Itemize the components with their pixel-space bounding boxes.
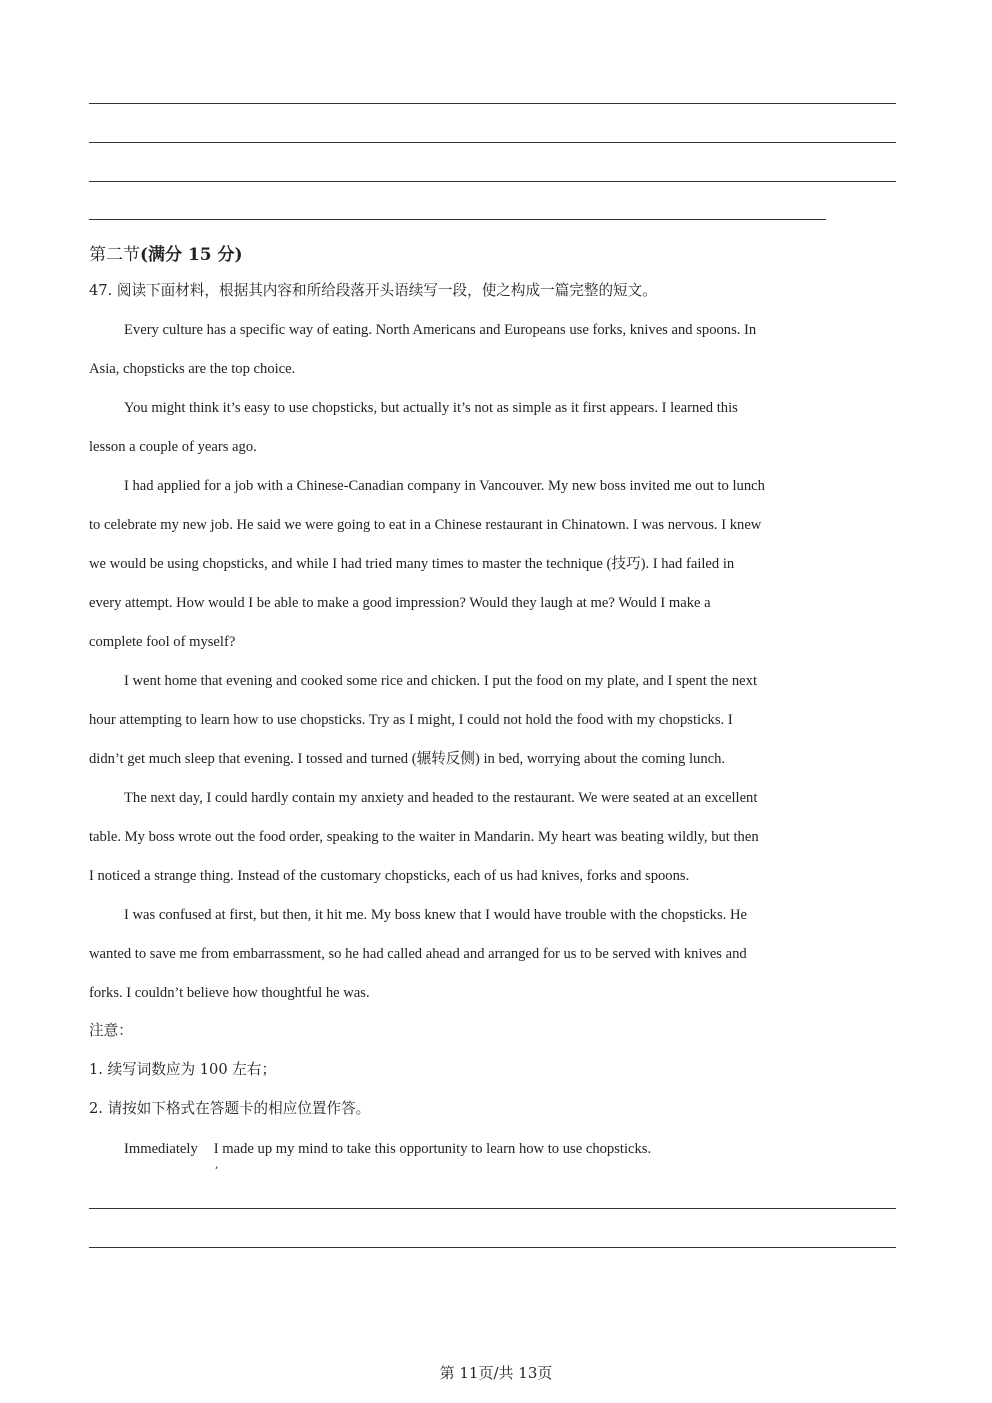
notes-item: 2. 请按如下格式在答题卡的相应位置作答。 <box>89 1100 371 1117</box>
starter-rest: I made up my mind to take this opportunity to learn how to use chopsticks. <box>213 1141 652 1157</box>
answer-line[interactable] <box>89 181 896 182</box>
passage-line: every attempt. How would I be able to make a good impression? Would they laugh at me? Would I make a <box>89 595 711 611</box>
answer-line[interactable] <box>89 142 896 143</box>
answer-line[interactable] <box>89 103 896 104</box>
answer-line[interactable] <box>89 1247 896 1248</box>
passage-line: I went home that evening and cooked some rice and chicken. I put the food on my plate, and I spent the next <box>124 673 758 689</box>
starter-comma: , <box>215 1158 219 1171</box>
answer-line[interactable] <box>89 1208 896 1209</box>
passage-line: I had applied for a job with a Chinese-Canadian company in Vancouver. My new boss invited me out to lunch <box>124 478 765 494</box>
section-heading-score: (满分 15 分) <box>140 245 243 265</box>
passage-line: wanted to save me from embarrassment, so he had called ahead and arranged for us to be served with knives and <box>89 946 747 962</box>
continuation-starter <box>124 1139 899 1159</box>
passage-line: we would be using chopsticks, and while I had tried many times to master the technique (技巧). I had failed in <box>89 556 735 572</box>
passage-line: table. My boss wrote out the food order, speaking to the waiter in Mandarin. My heart was beating wildly, but then <box>89 829 759 845</box>
section-heading-prefix: 第二节 <box>89 245 140 265</box>
answer-line[interactable] <box>89 219 826 220</box>
passage-line: to celebrate my new job. He said we were going to eat in a Chinese restaurant in Chinatown. I was nervous. I knew <box>89 517 762 533</box>
passage-line: I noticed a strange thing. Instead of the customary chopsticks, each of us had knives, forks and spoons. <box>89 868 690 884</box>
passage-line: didn’t get much sleep that evening. I tossed and turned (辗转反侧) in bed, worrying about the coming lunch. <box>89 751 726 767</box>
passage-line: forks. I couldn’t believe how thoughtful he was. <box>89 985 370 1001</box>
question-prompt: 47. 阅读下面材料，根据其内容和所给段落开头语续写一段，使之构成一篇完整的短文。 <box>89 282 657 299</box>
passage-line: complete fool of myself? <box>89 634 236 650</box>
passage-line: You might think it’s easy to use chopsticks, but actually it’s not as simple as it first appears. I learned this <box>124 400 738 416</box>
passage-line: Every culture has a specific way of eating. North Americans and Europeans use forks, knives and spoons. In <box>124 322 757 338</box>
passage-line: lesson a couple of years ago. <box>89 439 257 455</box>
passage-line: The next day, I could hardly contain my anxiety and headed to the restaurant. We were seated at an excellent <box>124 790 758 806</box>
starter-word: Immediately <box>124 1141 198 1157</box>
passage-line: Asia, chopsticks are the top choice. <box>89 361 296 377</box>
passage-line: hour attempting to learn how to use chopsticks. Try as I might, I could not hold the food with my chopsticks. I <box>89 712 733 728</box>
notes-title: 注意： <box>89 1022 133 1039</box>
section-heading <box>89 240 243 265</box>
passage-line: I was confused at first, but then, it hit me. My boss knew that I would have trouble with the chopsticks. He <box>124 907 747 923</box>
notes-item: 1. 续写词数应为 100 左右； <box>89 1061 277 1078</box>
page-number: 第 11页/共 13页 <box>439 1364 553 1382</box>
